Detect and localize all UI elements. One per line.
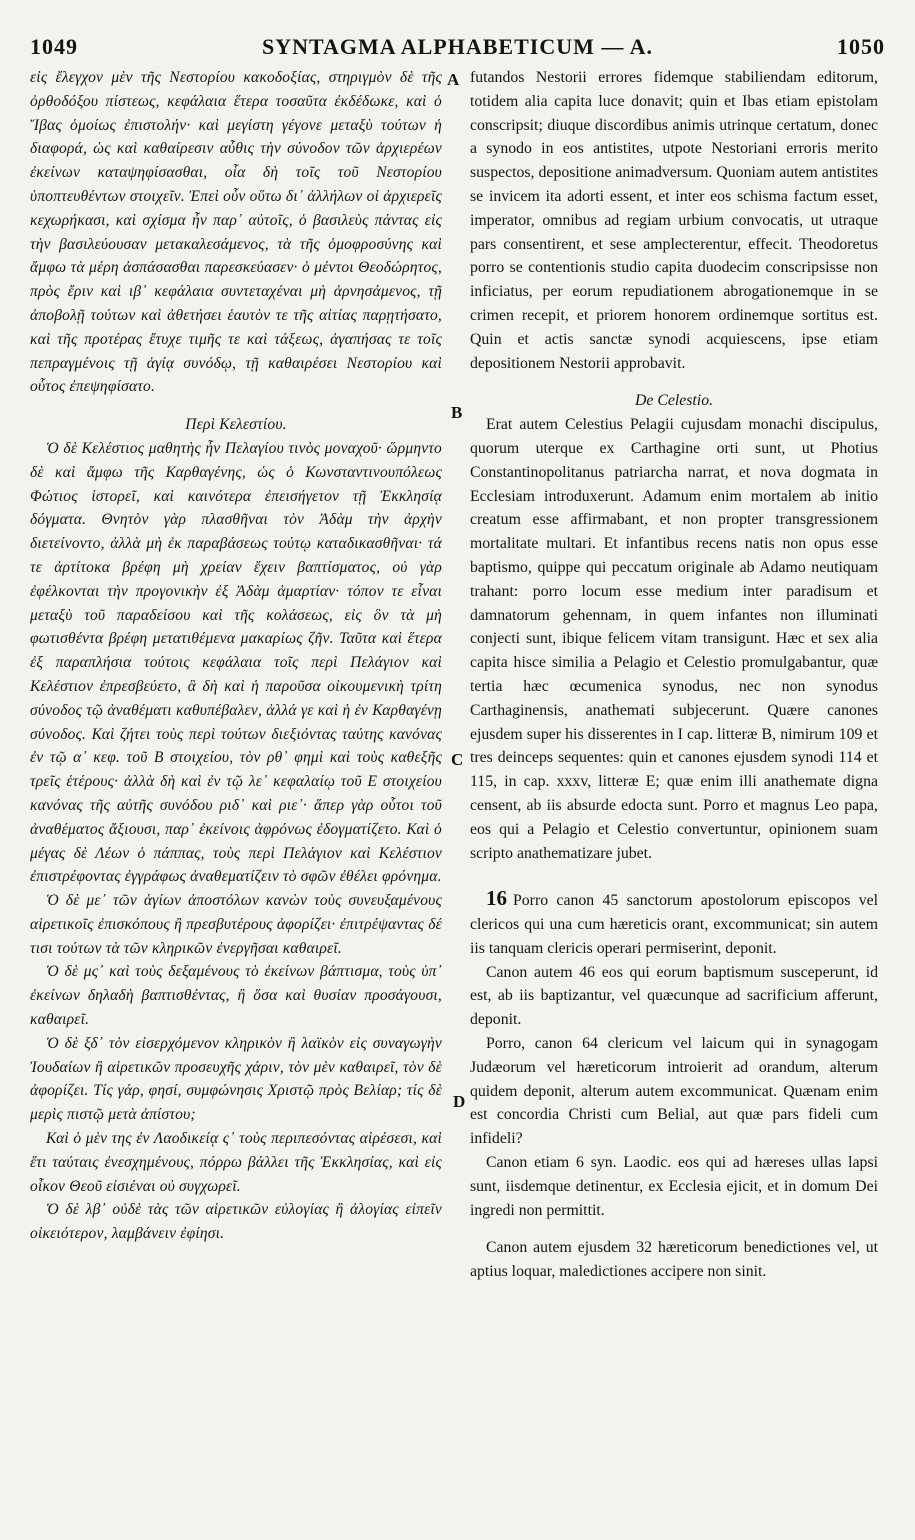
margin-marker-b: B (451, 403, 463, 422)
greek-paragraph: Ὁ δὲ μς᾽ καὶ τοὺς δεξαμένους τὸ ἐκείνων βάπτισμα, τοὺς ὑπ᾽ ἐκείνων δηλαδὴ βαπτισθέντας, ἢ ὅσα καὶ θυσίαν προσάγουσι, καθαιρεῖ. (30, 963, 442, 1029)
section-number: 16 (486, 886, 507, 911)
latin-paragraph: Canon etiam 6 syn. Laodic. eos qui ad hæreses ullas lapsi sunt, iisdemque detinentur, ex Ecclesia ejicit, et in domum Dei ingredi non permittit. (470, 1154, 878, 1219)
spacer (470, 865, 878, 887)
greek-column (30, 66, 442, 1520)
latin-paragraph-numbered (470, 887, 878, 960)
spacer (470, 1222, 878, 1236)
spacer (470, 375, 878, 389)
greek-paragraph: Ὁ δὲ λβ᾽ οὐδὲ τὰς τῶν αἱρετικῶν εὐλογίας ἢ ἀλογίας εἰπεῖν οἰκειότερον, λαμβάνειν ἐφίησι. (30, 1201, 442, 1243)
running-title: SYNTAGMA ALPHABETICUM — A. (261, 34, 654, 59)
spacer (30, 399, 442, 413)
latin-paragraph: Erat autem Celestius Pelagii cujusdam monachi discipulus, quorum uterque ex Carthagine orti sunt, ut Photius Constantinopolitanus patriarcha narrat, et nova dogmata in Ecclesiam introduxerunt. Adamum enim mortalem ab initio creatum esse affirmabant, et non propter transgressionem mortalitate multari. Et infantibus recens natis non opus esse baptismo, quippe qui peccatum originale ab Adamo neutiquam trahant: porro locum esse medium inter paradisum et damnatorum gehennam, in quem infantes non illuminati conjecti sunt, ibique felicem vitam transigunt. Hæc et sex alia capita hisce similia a Pelagio et Celestio promulgabantur, quæ tertia hæc œcumenica synodus, nec non synodus Carthaginensis, anathemati subjecerunt. Quære canones ejusdem super his disserentes in I cap. litteræ B, nimirum 109 et tres deinceps sequentes: quin et canones ejusdem synodi 114 et 115, in cap. xxxv, litteræ E; quæ enim illi anathemate digna censent, ab iis absurde edocta sunt. Porro et magnus Leo papa, eos qui a Pelagio et Celestio convertuntur, opinionem suam scripto anathematizare jubet. (470, 416, 878, 862)
latin-paragraph: Canon autem ejusdem 32 hæreticorum benedictiones vel, ut aptius loquar, maledictiones accipere non sinit. (470, 1239, 878, 1281)
latin-column (470, 66, 878, 1520)
greek-paragraph: Καὶ ὁ μὲν της ἐν Λαοδικείᾳ ς᾽ τοὺς περιπεσόντας αἱρέσεσι, καὶ ἔτι ταύταις ἐνεσχημένους, πόρρω βάλλει τῆς Ἐκκλησίας, καὶ εἰς οἶκον Θεοῦ εἰσιέναι οὐ συγχωρεῖ. (30, 1130, 442, 1195)
running-header (30, 34, 885, 66)
margin-marker-c: C (451, 750, 464, 769)
margin-marker-d: D (453, 1092, 466, 1111)
greek-paragraph: Ὁ δὲ Κελέστιος μαθητὴς ἦν Πελαγίου τινὸς μοναχοῦ· ὥρμηντο δὲ καὶ ἄμφω τῆς Καρθαγένης, ὡς ὁ Κωνσταντινουπόλεως Φώτιος ἱστορεῖ, καὶ καινότερα ἐπεισήγετον τῇ Ἐκκλησίᾳ δόγματα. Θνητὸν γὰρ πλασθῆναι τὸν Ἀδὰμ τὴν ἀρχὴν διετείνοντο, ἀλλὰ μὴ ἐκ παραβάσεως τούτῳ καταδικασθῆναι· τά τε ἀρτίτοκα βρέφη μὴ χρείαν ἔχειν βαπτίσματος, οὐ γὰρ ἐφέλκονται τὴν προγονικὴν ἐξ Ἀδὰμ ἁμαρτίαν· τόπον τε εἶναι μεταξὺ τοῦ παραδείσου καὶ τῆς κολάσεως, εἰς ὃν τὰ μὴ φωτισθέντα βρέφη μετατιθέμενα μακαρίως ζῆν. Ταῦτα καὶ ἕτερα ἐξ παραπλήσια τούτοις κεφάλαια τοῖς περὶ Πελάγιον καὶ Κελέστιον ἐπρεσβεύετο, ἃ δὴ καὶ ἡ παροῦσα οἰκουμενικὴ τρίτη σύνοδος τῷ ἀναθέματι καθυπέβαλεν, ἀλλά γε καὶ ἡ ἐν Καρθαγένῃ σύνοδος. Καὶ ζήτει τοὺς περὶ τούτων διεξιόντας ταύτης κανόνας ἐν τῷ α᾽ κεφ. τοῦ Β στοιχείου, τὸν ρθ᾽ φημὶ καὶ τοὺς καθεξῆς τρεῖς ἑτέρους· ἀλλὰ δὴ καὶ ἐν τῷ λε᾽ κεφαλαίῳ τοῦ Ε στοιχείου κανόνας τῆς αὐτῆς συνόδου ριδ᾽ καὶ ριε᾽· ἅπερ γὰρ οὗτοι τοῦ ἀναθέματος ἄξιουσι, παρ᾽ ἐκείνοις ἀφρόνως ἐδογματίζετο. Καὶ ὁ μέγας δὲ Λέων ὁ πάππας, τοὺς περὶ Πελάγιον καὶ Κελέστιον ἐπιστρέφοντας ἐγγράφως ἀναθεματίζειν τὸ σφῶν ἐθέλει φρόνημα. (30, 439, 442, 886)
greek-section-heading: Περὶ Κελεστίου. (185, 416, 287, 434)
page-number-right: 1050 (837, 34, 885, 59)
latin-section-heading: De Celestio. (634, 392, 714, 410)
greek-paragraph: Ὁ δὲ ξδ᾽ τὸν εἰσερχόμενον κληρικὸν ἢ λαϊκὸν εἰς συναγωγὴν Ἰουδαίων ἢ αἱρετικῶν προσευχῆς χάριν, τὸν μὲν καθαιρεῖ, τὸν δὲ ἀφορίζει. Τίς γάρ, φησί, συμφώνησις Χριστῷ πρὸς Βελίαρ; τίς δὲ μερὶς πιστῷ μετὰ ἀπίστου; (30, 1034, 442, 1124)
latin-paragraph: Canon autem 46 eos qui eorum baptismum susceperunt, id est, ab iis baptizantur, vel quæcunque ad sacrificium afferunt, deponit. (470, 963, 878, 1029)
page-number-left: 1049 (30, 34, 78, 59)
margin-marker-a: A (447, 70, 460, 89)
greek-paragraph: εἰς ἔλεγχον μὲν τῆς Νεστορίου κακοδοξίας, στηριγμὸν δὲ τῆς ὀρθοδόξου πίστεως, κεφάλαια ἕτερα τοσαῦτα ἐκδέδωκε, καὶ ὁ Ἴβας ὁμοίως ἐπιστολήν· καὶ μεγίστη γέγονε μεταξὺ τούτων ἡ διαφορά, ὡς καὶ καθαίρεσιν αὖθις τὴν σύνοδον τῶν ἀρχιερέων ἐκείνων καταψηφίσασθαι, οἷα δὴ τοῖς τοῦ Νεστορίου ὑποπτευθέντων στοιχεῖν. Ἐπεὶ οὖν οὕτω δι᾽ ἀλλήλων οἱ ἀρχιερεῖς κεχωρήκασι, καὶ σχίσμα ἦν παρ᾽ αὐτοῖς, ὁ βασιλεὺς πάντας εἰς τὴν βασιλεύουσαν μετακαλεσάμενος, τὰ τῆς ὁμοφροσύνης καὶ ἄμφω τὰ μέρη ἀσπάσασθαι παρεσκεύασεν· ὁ μέντοι Θεοδώρητος, πρὸς ἔριν καὶ ιβ᾽ κεφάλαια συντεταχέναι μὴ ἀρνησάμενος, τῇ ἀποβολῇ τούτων καὶ ἀθετήσει ἑαυτὸν τε τῆς αἰτίας παρῃτήσατο, καὶ τῆς προτέρας ἔτυχε τιμῆς τε καὶ τάξεως, ἀγαπήσας τε τοῖς πεπραγμένοις τῇ ἁγίᾳ συνόδῳ, τῇ καθαιρέσει Νεστορίου καὶ οὗτος ἐπεψηφίσατο. (30, 69, 442, 396)
latin-paragraph: Porro, canon 64 clericum vel laicum qui in synagogam Judæorum vel hæreticorum introierit ad orandum, alterum quidem deponit, alterum autem excommunicat. Quænam enim est concordia Christi cum Belial, aut quæ pars fideli cum infideli? (470, 1035, 878, 1148)
latin-paragraph-text: Porro canon 45 sanctorum apostolorum episcopos vel clericos qui una cum hæreticis orant, excommunicat; sin autem iis tanquam clericis operari permiserint, deponit. (470, 892, 878, 957)
greek-paragraph: Ὁ δὲ με᾽ τῶν ἁγίων ἀποστόλων κανὼν τοὺς συνευξαμένους αἱρετικοῖς ἐπισκόπους ἢ πρεσβυτέρους ἀφορίζει· ἐπιτρέψαντας δέ τισι τούτων τὰ τῶν κληρικῶν ἐνεργῆσαι καθαιρεῖ. (30, 892, 442, 957)
latin-paragraph: futandos Nestorii errores fidemque stabiliendam editorum, totidem alia capita luce donavit; quin et Ibas etiam epistolam conscripsit; diuque discordibus animis utrinque certatum, donec a synodo in eos antistites, utpote Nestoriani erroris merito suspectos, depositione animadversum. Quoniam autem antistites se invicem ita adorti essent, et inter eos schisma factum esset, imperator, omnibus ad regiam urbium convocatis, ut utraque pars consentirent, et sese amplecterentur, effecit. Theodoretus porro se contentionis studio capita duodecim conscripsisse non inficiatus, per eorum repudiationem abrogationemque in se crimen recepit, et priorem honorem ordinemque sortitus est. Quin et actis sanctæ synodi acquiescens, ipse etiam depositionem Nestorii approbavit. (470, 69, 878, 372)
